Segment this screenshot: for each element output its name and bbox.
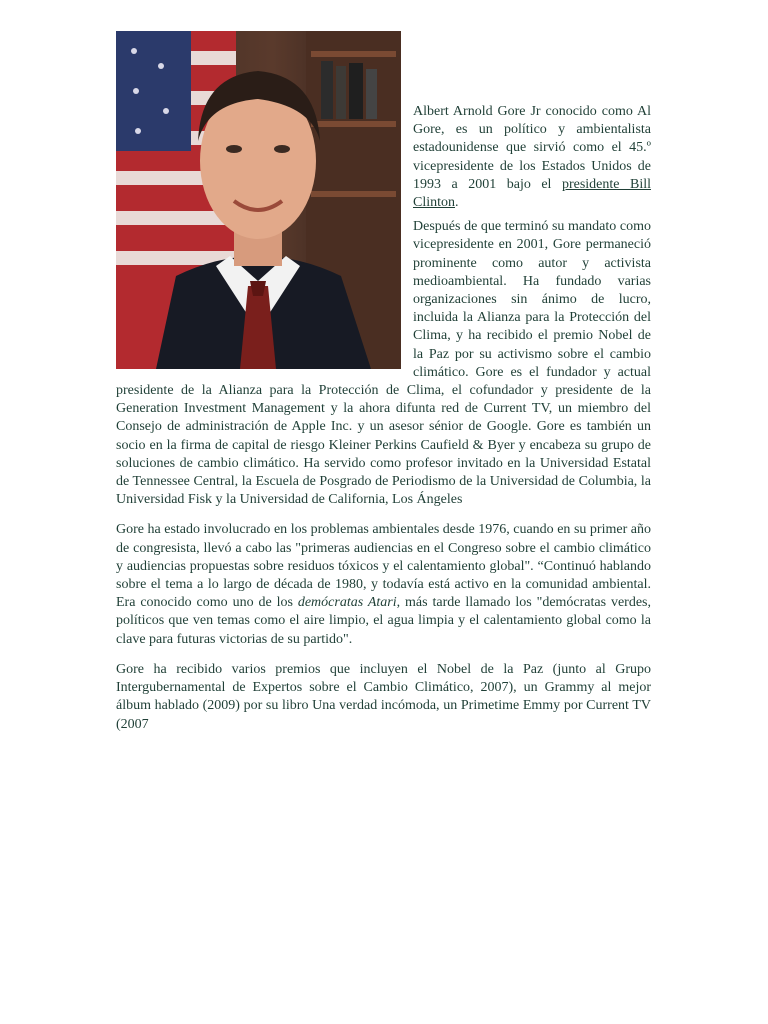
intro-text-end: .	[455, 195, 459, 211]
paragraph-career: Después de que terminó su mandato como vicepresidente en 2001, Gore permaneció prominente como autor y activista medioambiental. Ha fundado varias organizaciones sin ánimo de lucro, incluida la Alianza para la Protección del Clima, y ha recibido el premio Nobel de la Paz por su activismo sobre el cambio climático. Gore es el fundador y actual presidente de la Alianza para la Protección de Clima, el cofundador y presidente de la Generation Investment Management y la ahora difunta red de Current TV, un miembro del Consejo de administración de Apple Inc. y un asesor sénior de Google. Gore es también un socio en la firma de capital de riesgo Kleiner Perkins Caufield & Byer y encabeza su grupo de soluciones de cambio climático. Ha servido como profesor invitado en la Universidad Estatal de Tennessee Central, la Escuela de Posgrado de Periodismo de la Universidad de Columbia, la Universidad Fisk y la Universidad de California, Los Ángeles	[116, 219, 651, 508]
environment-text: Gore ha estado involucrado en los problemas ambientales desde 1976, cuando en su primer año de congresista, llevó a cabo las "primeras audiencias en el Congreso sobre el cambio climático y audiencias propuestas sobre residuos tóxicos y el calentamiento global". “Continuó hablando sobre el tema a lo largo de década de 1980, y todavía está activo en la comunidad ambiental. Era conocido como uno de los	[116, 522, 651, 611]
intro-text: Albert Arnold Gore Jr conocido como Al Gore, es un político y ambientalista estadounidense que sirvió como el 45.º vicepresidente de los Estados Unidos de 1993 a 2001 bajo el	[413, 104, 651, 192]
portrait-photo	[116, 31, 401, 369]
clinton-link[interactable]: presidente Bill Clinton	[413, 176, 651, 211]
environment-text-end: , más tarde llamado los "demócratas verdes, políticos que ven temas como el aire limpio, el agua limpia y el calentamiento global como la clave para futuras victorias de su partido".	[116, 595, 652, 647]
paragraph-awards: Gore ha recibido varios premios que incluyen el Nobel de la Paz (junto al Grupo Intergubernamental de Expertos sobre el Cambio Climático, 2007), un Grammy al mejor álbum hablado (2009) por su libro Una verdad incómoda, un Primetime Emmy por Current TV (2007	[116, 661, 651, 732]
atari-democrats-term: demócratas Atari	[297, 595, 397, 611]
article-body	[116, 31, 651, 746]
paragraph-environment	[116, 521, 651, 648]
